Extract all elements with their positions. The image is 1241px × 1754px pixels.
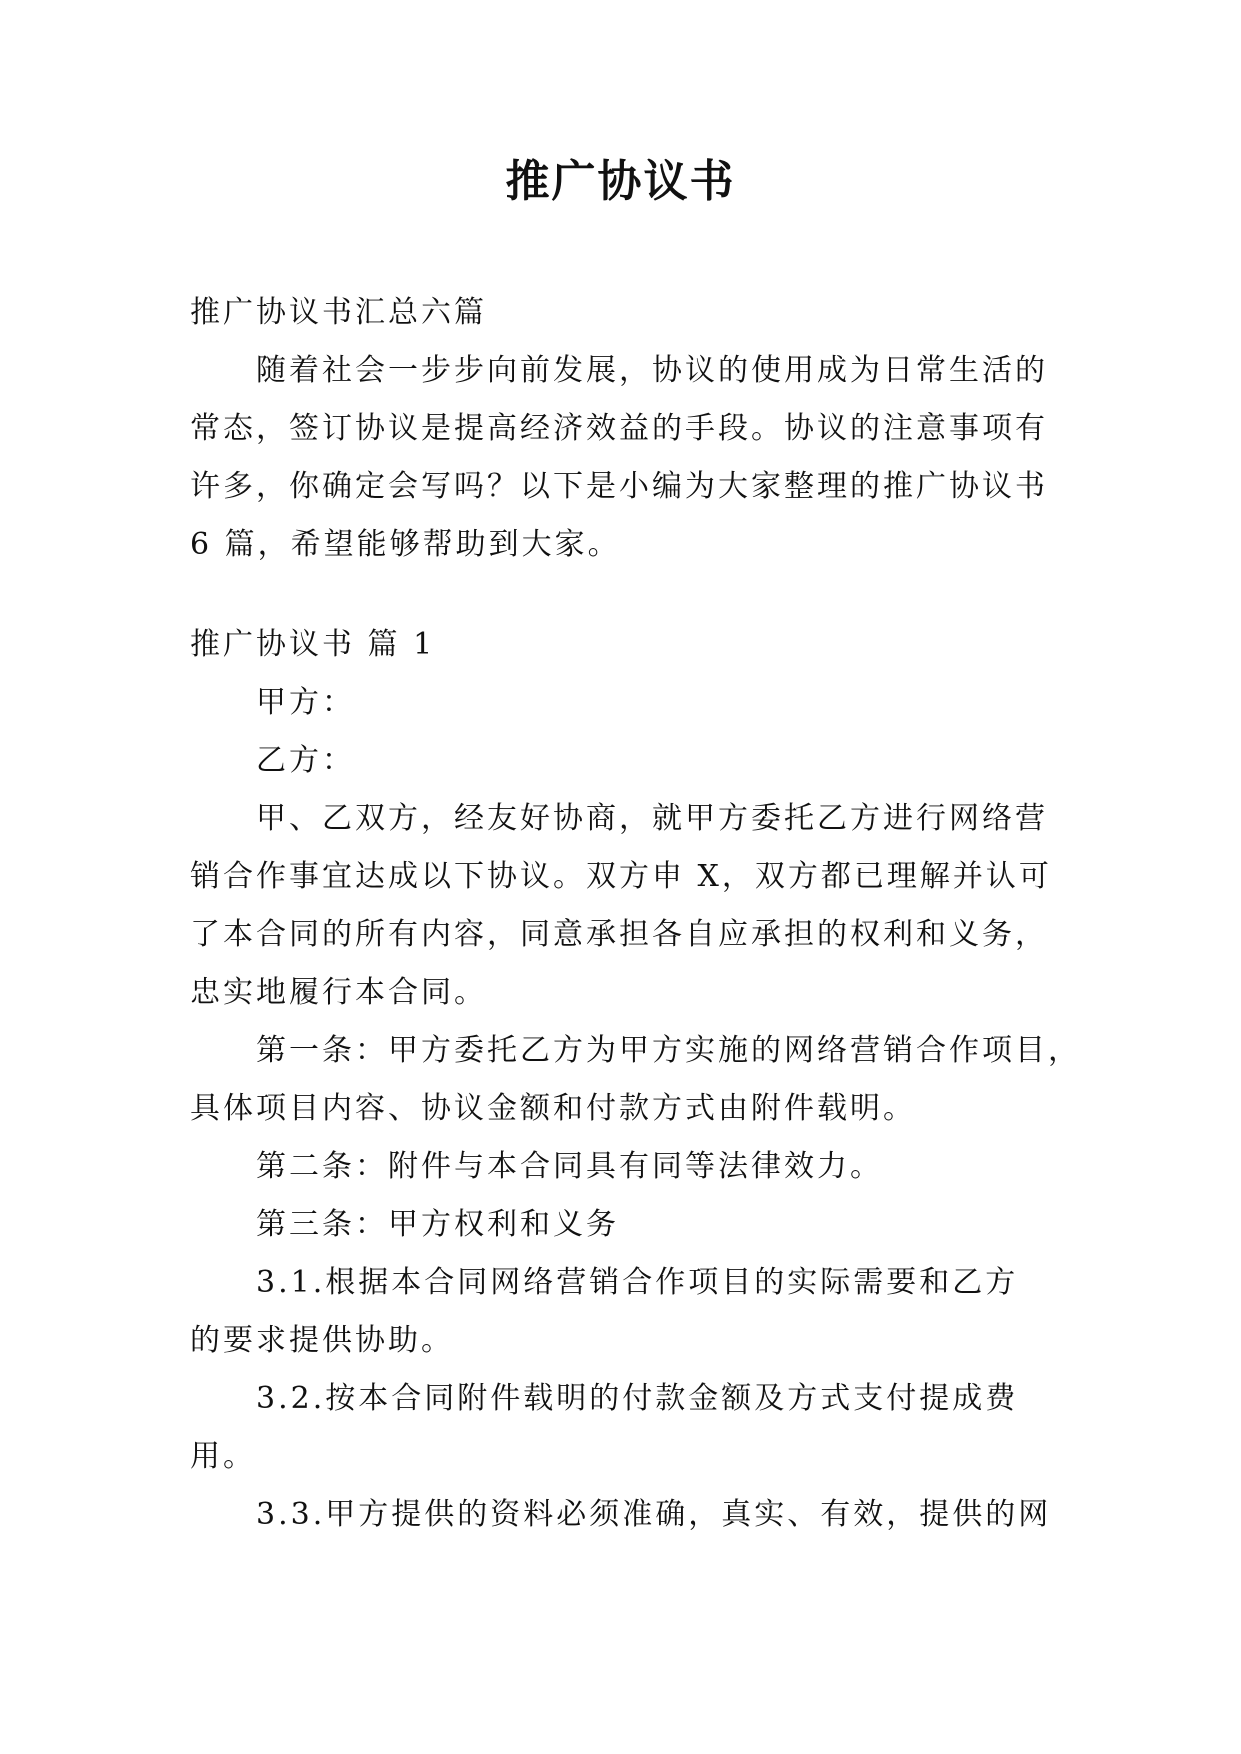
intro-line: 常态，签订协议是提高经济效益的手段。协议的注意事项有 bbox=[190, 411, 1048, 446]
section-heading: 推广协议书 篇 1 bbox=[190, 627, 436, 662]
clause-3-2-line: 用。 bbox=[190, 1439, 256, 1474]
section-gap bbox=[190, 574, 1060, 616]
party-a-label: 甲方： bbox=[256, 685, 355, 720]
body-line: 甲、乙双方，经友好协商，就甲方委托乙方进行网络营 bbox=[256, 801, 1048, 836]
intro-line: 许多，你确定会写吗？以下是小编为大家整理的推广协议书 bbox=[190, 469, 1048, 504]
body-line: 了本合同的所有内容，同意承担各自应承担的权利和义务， bbox=[190, 917, 1048, 952]
intro-line: 随着社会一步步向前发展，协议的使用成为日常生活的 bbox=[256, 353, 1048, 388]
page-title: 推广协议书 bbox=[505, 156, 736, 207]
document-body bbox=[190, 284, 1081, 1544]
article-1-line: 具体项目内容、协议金额和付款方式由附件载明。 bbox=[190, 1091, 916, 1126]
party-b-label: 乙方： bbox=[256, 743, 355, 778]
body-line: 销合作事宜达成以下协议。双方申 X，双方都已理解并认可 bbox=[190, 859, 1052, 894]
body-line: 忠实地履行本合同。 bbox=[190, 975, 487, 1010]
clause-3-1-line: 的要求提供协助。 bbox=[190, 1323, 454, 1358]
intro-line: 6 篇，希望能够帮助到大家。 bbox=[190, 527, 621, 562]
document-subtitle: 推广协议书汇总六篇 bbox=[190, 295, 487, 330]
article-2-line: 第二条：附件与本合同具有同等法律效力。 bbox=[256, 1149, 883, 1184]
article-3-heading: 第三条：甲方权利和义务 bbox=[256, 1207, 619, 1242]
clause-3-2-line: 3.2.按本合同附件载明的付款金额及方式支付提成费 bbox=[256, 1381, 1019, 1416]
article-1-line: 第一条：甲方委托乙方为甲方实施的网络营销合作项目， bbox=[256, 1033, 1081, 1068]
clause-3-1-line: 3.1.根据本合同网络营销合作项目的实际需要和乙方 bbox=[256, 1265, 1019, 1300]
clause-3-3-line: 3.3.甲方提供的资料必须准确，真实、有效，提供的网 bbox=[256, 1497, 1052, 1532]
